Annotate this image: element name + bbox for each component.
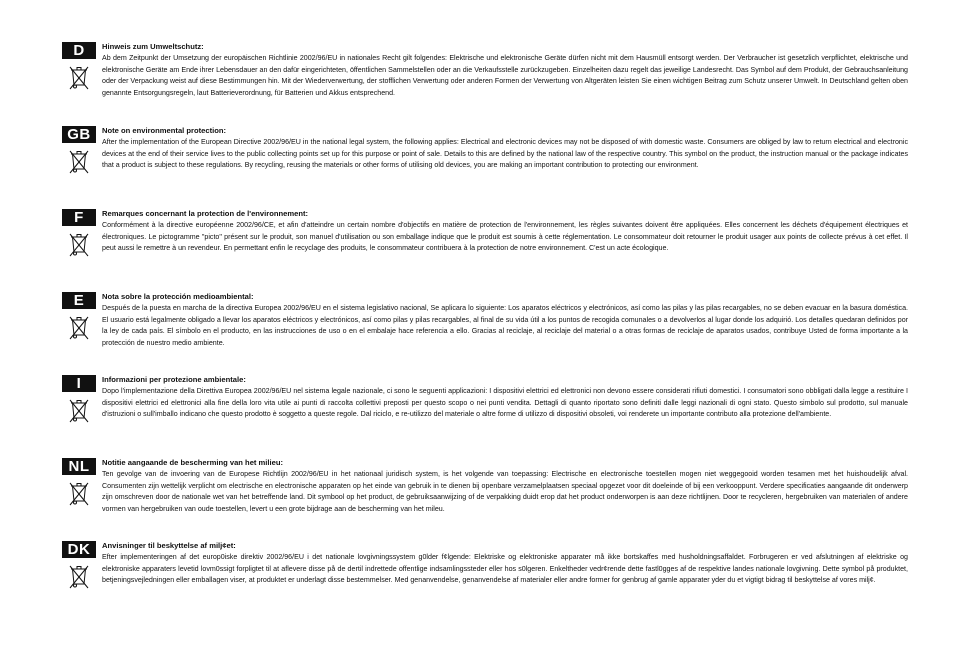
section-body: Ten gevolge van de invoering van de Europese Richtlijn 2002/96/EU in het nationaal juridisch system, is het volgende van toepassing: Electrische en electronische toestellen mogen niet weggegooid worden tesamen met het huishoudelijk afval. Consumenten zijn wettelijk verplicht om electrische en electronische apparaten op het einde van gebruik in te dienen bij openbare verzamelplaatsen speciaal opgezet voor dit doeleinde of bij een verkooppunt. Verdere specificaties aangaande dit onderwerp zijn omschreven door de nationale wet van het betreffende land. Dit symbool op het product, de gebruiksaanwijzing of de verpakking duidt erop dat het product onderworpen is aan deze richtlijnen. Door te recycleren, hergebruiken van materialen of andere vormen van hergebruiken van oude toestellen, levert u een grote bijdrage aan de bescherming van het mileu. [102,470,908,514]
section-body: Dopo l'implementazione della Direttiva Europea 2002/96/EU nel sistema legale nazionale, ci sono le seguenti applicazioni: I dispositivi elettrici ed elettronici non devono essere considerati rifiuti domestici. I consumatori sono obbligati dalla legge a restituire I dispositivi elettrici ed elettronici alla fine della loro vita utile ai punti di raccolta collettivi preposti per questo scopo o nei punti vendita. Dettagli di quanto riportato sono definiti dalle leggi nazionali di ogni stato. Questo simbolo sul prodotto, sul manuale d'istruzioni o sull'imballo indicano che questo prodotto è soggetto a queste regole. Dal riciclo, e re-utilizzo del materiale o altre forme di utilizzo di dispositivi obsoleti, voi renderete un importante contributo alla protezione dell'ambiente. [102,387,908,419]
language-badge: DK [62,541,96,558]
crossed-out-wheelie-bin-icon [68,148,90,176]
section-text [102,458,908,516]
section-text [102,292,908,350]
section-text [102,42,908,100]
language-badge: E [62,292,96,309]
section-title: Nota sobre la protección medioambiental: [102,292,254,301]
section-text [102,541,908,587]
language-marker [62,292,96,342]
section-title: Remarques concernant la protection de l'environnement: [102,209,309,218]
section-title: Anvisninger til beskyttelse af milj¢et: [102,541,236,550]
crossed-out-wheelie-bin-icon [68,480,90,508]
crossed-out-wheelie-bin-icon [68,314,90,342]
language-badge: GB [62,126,96,143]
section-text [102,375,908,421]
section-body: Después de la puesta en marcha de la directiva Europea 2002/96/EU en el sistema legislativo nacional, Se aplicara lo siguiente: Los aparatos eléctricos y electrónicos, así como las pilas y las pilas recargables, no se deben evacuar en la basura doméstica. El usuario está legalmente obligado a llevar los aparatos eléctricos y electrónicos, así como pilas y pilas recargables, al final de su vida útil a los puntos de recogida comunales o a devolverlos al lugar donde los adquirió. Los detalles quedaran definidos por la ley de cada país. El símbolo en el producto, en las instrucciones de uso o en el embalaje hace referencia a ello. Gracias al reciclaje, al reciclaje del material o a otras formas de reciclaje de aparatos usados, contribuye Usted de forma importante a la protección de nuestro medio ambiente. [102,304,908,348]
section-body: Efter implementeringen af det europ0iske direktiv 2002/96/EU i det nationale lovgivningssystem g0lder f¢lgende: Elektriske og elektroniske apparater må ikke bortskaffes med husholdningsaffaldet. Forbrugeren er ved afslutningen af elektriske og elektroniske apparaters levetid lovm0ssigt forpligtet til at aflevere disse på de dertil indrettede offentlige indsamlingssteder eller hos s0lgeren. Enkeltheder vedr¢rende dette fastl0gges af de respektive landes nationale lovgivning. Dette symbol på produktet, betjeningsvejledningen eller emballagen viser, at produktet er underlagt disse bestemmelser. Med genanvendelse, genanvendelse af materialer eller andre former for genbrug af gamle apparater yder du et vigtigt bidrag til beskyttelse af vores milj¢. [102,553,908,585]
language-marker [62,42,96,92]
section-title: Notitie aangaande de bescherming van het milieu: [102,458,284,467]
crossed-out-wheelie-bin-icon [68,231,90,259]
section-title: Hinweis zum Umweltschutz: [102,42,204,51]
crossed-out-wheelie-bin-icon [68,563,90,591]
language-marker [62,541,96,591]
language-badge: NL [62,458,96,475]
section-text [102,126,908,172]
crossed-out-wheelie-bin-icon [68,397,90,425]
section-body: After the implementation of the European Directive 2002/96/EU in the national legal system, the following applies: Electrical and electronic devices may not be disposed of with domestic waste. Consumers are obliged by law to return electrical and electronic devices at the end of their service lives to the public collecting points set up for this purpose or point of sale. Details to this are defined by the national law of the respective country. This symbol on the product, the instruction manual or the package indicates that a product is subject to these regulations. By recycling, reusing the materials or other forms of utilising old devices, you are making an important contribution to protecting our environment. [102,138,908,170]
section-body: Ab dem Zeitpunkt der Umsetzung der europäischen Richtlinie 2002/96/EU in nationales Recht gilt folgendes: Elektrische und elektronische Geräte dürfen nicht mit dem Hausmüll entsorgt werden. Der Verbraucher ist gesetzlich verpflichtet, elektrische und elektronische Geräte am Ende ihrer Lebensdauer an den dafür eingerichteten, öffentlichen Sammelstellen oder an die Verkaufsstelle zurückzugeben. Einzelheiten dazu regelt das jeweilige Landesrecht. Das Symbol auf dem Produkt, der Gebrauchsanleitung oder der Verpackung weist auf diese Bestimmungen hin. Mit der Wiederverwertung, der stofflichen Verwertung oder anderen Formen der Verwertung von Altgeräten leisten Sie einen wichtigen Beitrag zum Schutz unserer Umwelt. In Deutschland gelten oben genannte Entsorgungsregeln, laut Batterieverordnung, für Batterien und Akkus entsprechend. [102,54,908,98]
language-badge: F [62,209,96,226]
section-text [102,209,908,255]
section-body: Conformément à la directive européenne 2002/96/CE, et afin d'atteindre un certain nombre d'objectifs en matière de protection de l'environnement, les règles suivantes doivent être appliquées. Elles concernent les déchets d'équipement électriques et électroniques. Le pictogramme "picto" présent sur le produit, son manuel d'utilisation ou son emballage indique que le produit est soumis à cette réglementation. Le consommateur doit retourner le produit usager aux points de collecte prévus à cet effet. Il peut aussi le remettre à un revendeur. En permettant enfin le recyclage des produits, le consommateur contribuera à la protection de notre environnement. C'est un acte écologique. [102,221,908,253]
language-badge: I [62,375,96,392]
section-title: Informazioni per protezione ambientale: [102,375,246,384]
language-marker [62,375,96,425]
language-marker [62,126,96,176]
language-badge: D [62,42,96,59]
language-marker [62,209,96,259]
crossed-out-wheelie-bin-icon [68,64,90,92]
language-marker [62,458,96,508]
section-title: Note on environmental protection: [102,126,227,135]
